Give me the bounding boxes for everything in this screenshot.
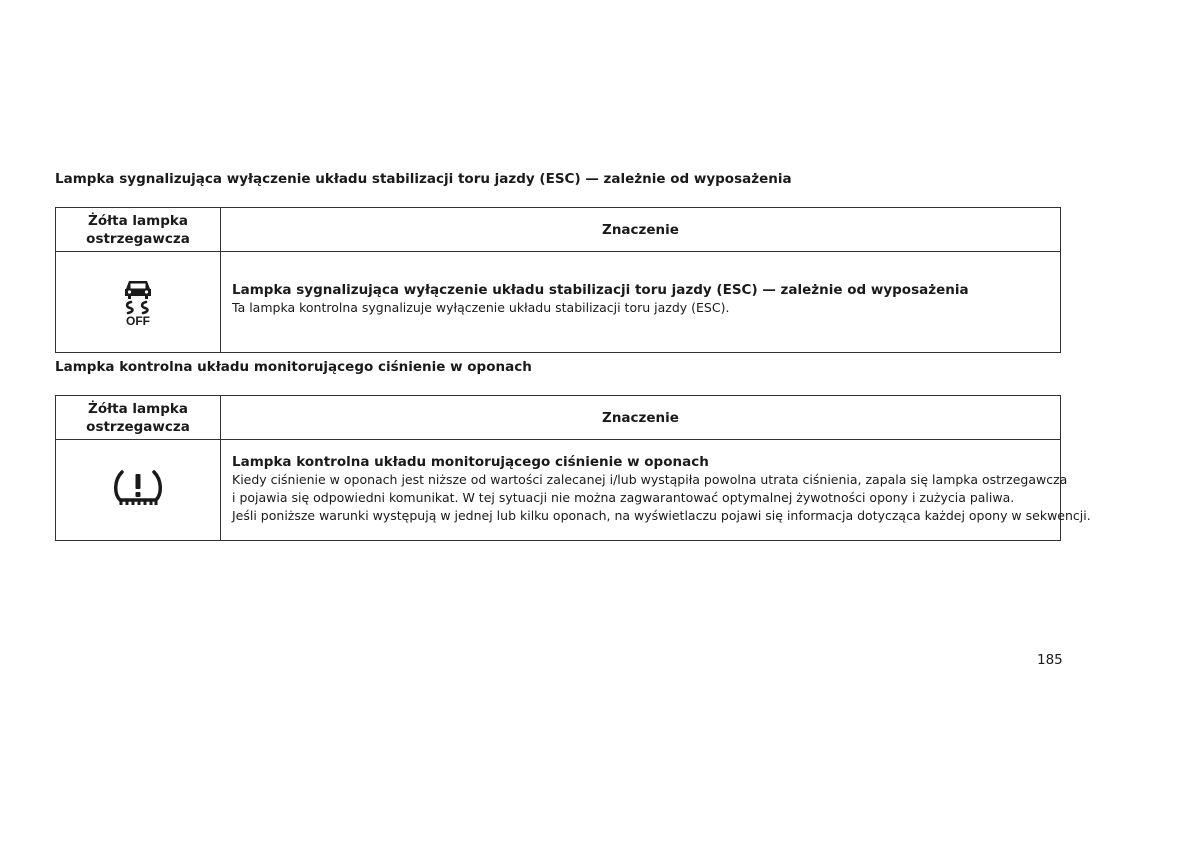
item-title: Lampka sygnalizująca wyłączenie układu stabilizacji toru jazdy (ESC) — zależnie od wyposażenia	[232, 282, 969, 298]
header-warning-lamp-label: Żółta lampka ostrzegawcza	[86, 400, 190, 435]
esc-off-icon	[118, 274, 158, 326]
header-meaning: Znaczenie	[221, 396, 1061, 440]
icon-cell	[56, 252, 221, 353]
header-warning-lamp-label: Żółta lampka ostrzegawcza	[86, 212, 190, 247]
item-paragraph: i pojawia się odpowiedni komunikat. W tej sytuacji nie można zagwarantować optymalnej żywotności opony i zużycia paliwa.	[232, 490, 1015, 505]
header-meaning: Znaczenie	[221, 208, 1061, 252]
item-paragraph: Ta lampka kontrolna sygnalizuje wyłączenie układu stabilizacji toru jazdy (ESC).	[232, 300, 730, 315]
table-header-row	[56, 396, 1061, 440]
table-row	[56, 440, 1061, 541]
page-number: 185	[1037, 652, 1063, 668]
item-title: Lampka kontrolna układu monitorującego ciśnienie w oponach	[232, 454, 709, 470]
meaning-cell	[221, 440, 1091, 541]
section-title-tpms: Lampka kontrolna układu monitorującego ciśnienie w oponach	[55, 359, 532, 375]
icon-cell	[56, 440, 221, 541]
tpms-warning-table	[55, 395, 1091, 541]
table-row	[56, 252, 1061, 353]
item-paragraph: Kiedy ciśnienie w oponach jest niższe od wartości zalecanej i/lub wystąpiła powolna utrata ciśnienia, zapala się lampka ostrzegawcza	[232, 472, 1068, 487]
meaning-cell	[221, 252, 1061, 353]
esc-off-label: OFF	[126, 314, 150, 326]
header-warning-lamp	[56, 208, 221, 252]
section-title-esc: Lampka sygnalizująca wyłączenie układu stabilizacji toru jazdy (ESC) — zależnie od wyposażenia	[55, 171, 792, 187]
tire-pressure-warning-icon	[112, 466, 164, 510]
table-header-row	[56, 208, 1061, 252]
header-warning-lamp	[56, 396, 221, 440]
esc-warning-table	[55, 207, 1061, 353]
item-paragraph: Jeśli poniższe warunki występują w jednej lub kilku oponach, na wyświetlaczu pojawi się informacja dotycząca każdej opony w sekwencji.	[232, 508, 1091, 523]
